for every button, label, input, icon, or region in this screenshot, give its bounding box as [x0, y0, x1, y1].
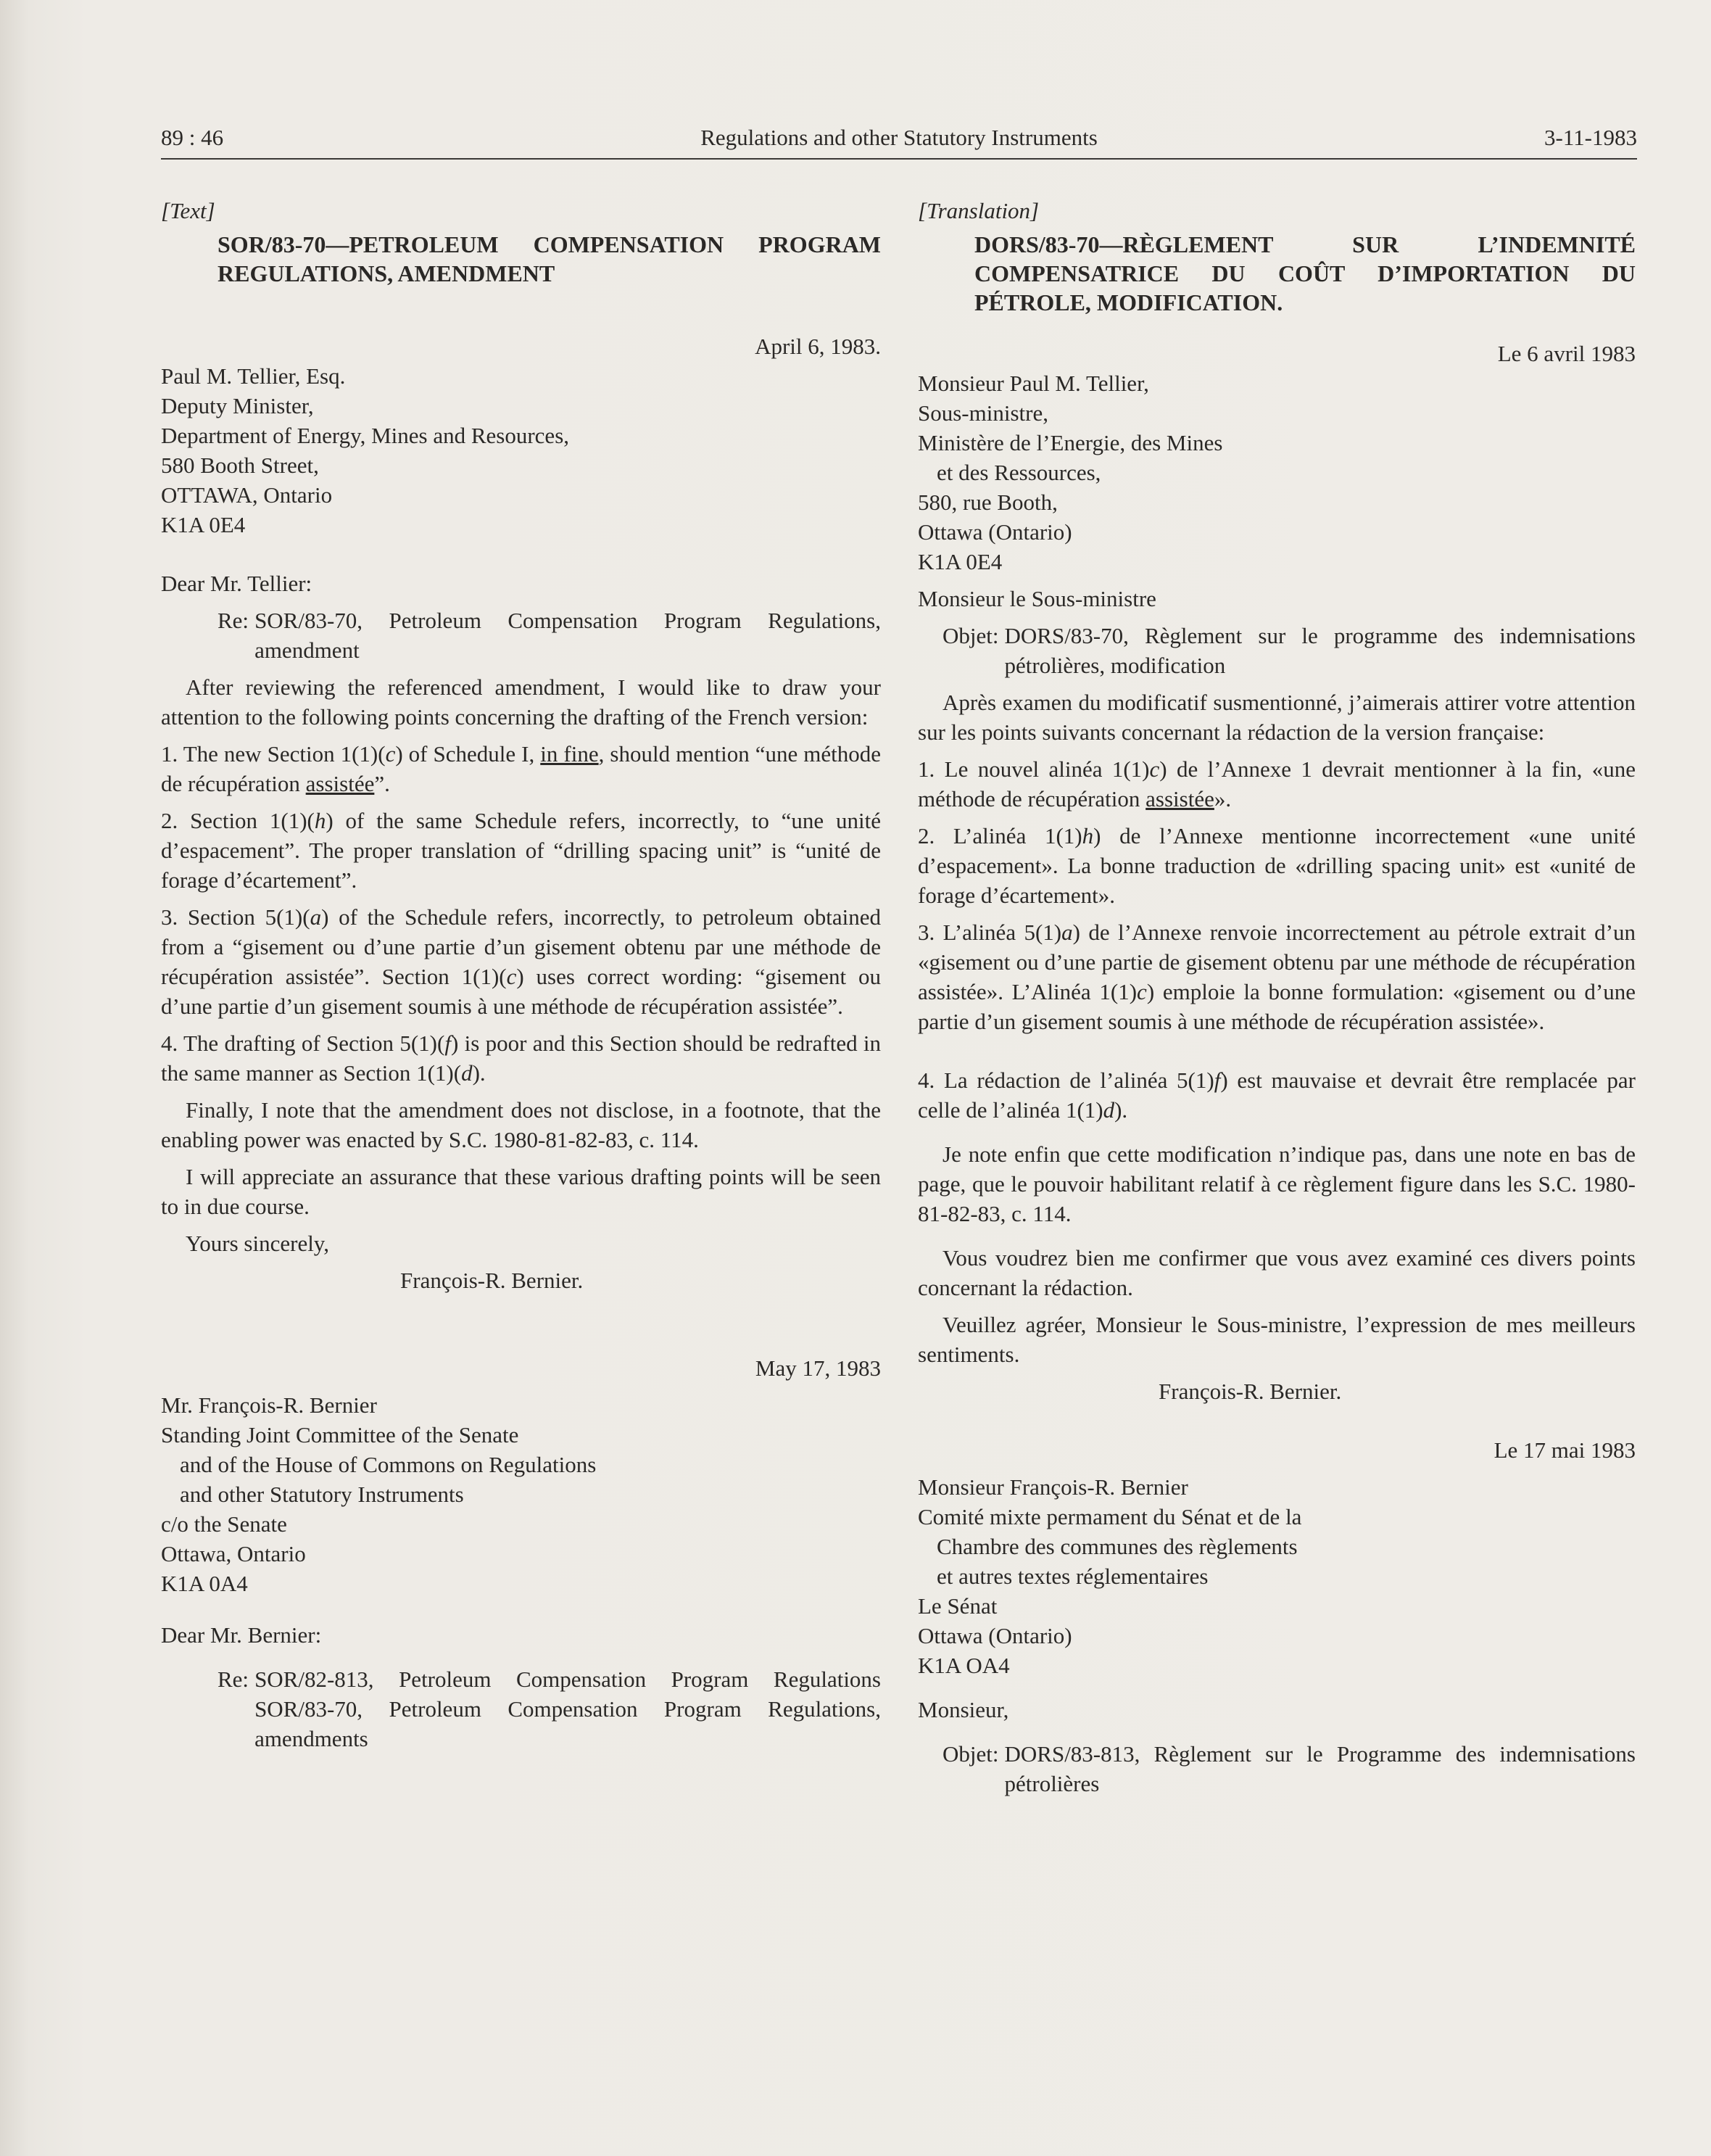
address-line: K1A OA4	[918, 1653, 1010, 1678]
address-line: Comité mixte permament du Sénat et de la	[918, 1504, 1302, 1529]
recipient-address	[918, 368, 1636, 577]
address-line: Le Sénat	[918, 1593, 998, 1619]
point-2: 2. L’alinéa 1(1)h) de l’Annexe mentionne incorrectement «une unité d’espacement». La bonne traduction de «drilling spacing unit» est «unité de forage d’écartement».	[918, 823, 1636, 908]
address-line: OTTAWA, Ontario	[161, 482, 333, 508]
translation-tag: [Translation]	[918, 198, 1040, 223]
closing: Veuillez agréer, Monsieur le Sous-ministre, l’expression de mes meilleurs sentiments.	[918, 1312, 1636, 1367]
finally-paragraph: Finally, I note that the amendment does not disclose, in a footnote, that the enabling power was enacted by S.C. 1980-81-82-83, c. 114.	[161, 1097, 881, 1152]
intro-paragraph: Après examen du modificatif susmentionné, j’aimerais attirer votre attention sur les points suivants concernant la rédaction de la version française:	[918, 690, 1636, 745]
address-line: Monsieur Paul M. Tellier,	[918, 371, 1149, 396]
letter-date: Le 6 avril 1983	[1497, 341, 1636, 366]
point-1: 1. Le nouvel alinéa 1(1)c) de l’Annexe 1 devrait mentionner à la fin, «une méthode de récupération assistée».	[918, 756, 1636, 811]
letter-date: Le 17 mai 1983	[1494, 1437, 1636, 1463]
address-line: K1A 0E4	[918, 549, 1003, 574]
recipient-address	[161, 1390, 881, 1598]
point-3: 3. L’alinéa 5(1)a) de l’Annexe renvoie incorrectement au pétrole extrait d’un «gisement ou d’une partie de gisement obtenu par une méthode de récupération assistée». L’Alinéa 1(1)c) emploie la bonne formulation: «gisement ou d’une partie d’un gisement soumis à une méthode de récupération assistée».	[918, 920, 1636, 1034]
address-line: Sous-ministre,	[918, 400, 1048, 426]
signature: François-R. Bernier.	[400, 1268, 584, 1293]
closing: Yours sincerely,	[186, 1231, 330, 1256]
subject-label: Re:	[218, 1666, 249, 1692]
address-line: Ottawa, Ontario	[161, 1541, 306, 1566]
address-line: Standing Joint Committee of the Senate	[161, 1422, 519, 1447]
address-line: K1A 0E4	[161, 512, 246, 537]
address-line: Monsieur François-R. Bernier	[918, 1474, 1188, 1500]
subject-text: DORS/83-813, Règlement sur le Programme des indemnisations pétrolières	[1004, 1741, 1636, 1796]
address-line: Department of Energy, Mines and Resources,	[161, 423, 570, 448]
salutation: Dear Mr. Bernier:	[161, 1622, 322, 1648]
address-line: 580 Booth Street,	[161, 453, 319, 478]
letter-date: April 6, 1983.	[755, 334, 881, 359]
finally-paragraph: Je note enfin que cette modification n’indique pas, dans une note en bas de page, que le pouvoir habilitant relatif à ce règlement figure dans les S.C. 1980-81-82-83, c. 114.	[918, 1141, 1636, 1226]
recipient-address	[161, 361, 881, 540]
letter-date: May 17, 1983	[755, 1355, 881, 1381]
point-1: 1. The new Section 1(1)(c) of Schedule I, in fine, should mention “une méthode de récupération assistée”.	[161, 741, 881, 796]
address-line: Ottawa (Ontario)	[918, 519, 1072, 545]
page-number: 89 : 46	[161, 125, 224, 150]
point-3: 3. Section 5(1)(a) of the Schedule refers, incorrectly, to petroleum obtained from a “gisement ou d’une partie d’un gisement obtenu par une méthode de récupération assistée”. Section 1(1)(c) uses correct wording: “gisement ou d’une partie d’un gisement soumis à une méthode de récupération assistée”.	[161, 904, 881, 1019]
subject-line	[218, 606, 881, 665]
salutation: Monsieur le Sous-ministre	[918, 586, 1156, 611]
address-line: 580, rue Booth,	[918, 490, 1058, 515]
french-column	[918, 196, 1636, 1798]
address-line: et des Ressources,	[937, 460, 1101, 485]
subject-text: DORS/83-70, Règlement sur le programme des indemnisations pétrolières, modification	[1004, 623, 1636, 678]
point-4: 4. The drafting of Section 5(1)(f) is poor and this Section should be redrafted in the same manner as Section 1(1)(d).	[161, 1030, 881, 1086]
recipient-address	[918, 1472, 1636, 1680]
text-tag: [Text]	[161, 198, 215, 223]
address-line: and other Statutory Instruments	[180, 1482, 464, 1507]
header-rule	[161, 158, 1637, 160]
address-line: Ministère de l’Energie, des Mines	[918, 430, 1223, 455]
address-line: Ottawa (Ontario)	[918, 1623, 1072, 1648]
address-line: K1A 0A4	[161, 1571, 248, 1596]
appreciate-paragraph: I will appreciate an assurance that these various drafting points will be seen to in due course.	[161, 1164, 881, 1219]
salutation: Dear Mr. Tellier:	[161, 571, 312, 596]
intro-paragraph: After reviewing the referenced amendment, I would like to draw your attention to the following points concerning the drafting of the French version:	[161, 674, 881, 730]
address-line: et autres textes réglementaires	[937, 1564, 1209, 1589]
salutation: Monsieur,	[918, 1697, 1009, 1722]
english-column	[161, 196, 881, 1754]
address-line: Chambre des communes des règlements	[937, 1534, 1298, 1559]
header-date: 3-11-1983	[1544, 125, 1637, 150]
section-heading: SOR/83-70—PETROLEUM COMPENSATION PROGRAM REGULATIONS, AMENDMENT	[218, 231, 881, 286]
address-line: c/o the Senate	[161, 1511, 287, 1537]
point-4: 4. La rédaction de l’alinéa 5(1)f) est mauvaise et devrait être remplacée par celle de l’alinéa 1(1)d).	[918, 1067, 1636, 1123]
running-title: Regulations and other Statutory Instruments	[700, 125, 1098, 150]
page-header	[161, 125, 1637, 160]
signature: François-R. Bernier.	[1159, 1379, 1342, 1404]
address-line: Deputy Minister,	[161, 393, 314, 418]
subject-line	[942, 1739, 1636, 1798]
address-line: Paul M. Tellier, Esq.	[161, 363, 346, 389]
subject-line	[218, 1664, 881, 1754]
subject-line	[942, 621, 1636, 680]
appreciate-paragraph: Vous voudrez bien me confirmer que vous avez examiné ces divers points concernant la rédaction.	[918, 1245, 1636, 1300]
subject-text: SOR/83-70, Petroleum Compensation Program Regulations, amendment	[254, 608, 881, 663]
subject-label: Objet:	[942, 623, 999, 648]
address-line: and of the House of Commons on Regulations	[180, 1452, 597, 1477]
address-line: Mr. François-R. Bernier	[161, 1392, 377, 1418]
subject-text: SOR/82-813, Petroleum Compensation Program Regulations SOR/83-70, Petroleum Compensation Program Regulations, amendments	[254, 1666, 881, 1751]
subject-label: Re:	[218, 608, 249, 633]
subject-label: Objet:	[942, 1741, 999, 1767]
section-heading: DORS/83-70—RÈGLEMENT SUR L’INDEMNITÉ COMPENSATRICE DU COÛT D’IMPORTATION DU PÉTROLE, MODIFICATION.	[974, 231, 1636, 315]
point-2: 2. Section 1(1)(h) of the same Schedule refers, incorrectly, to “une unité d’espacement”. The proper translation of “drilling spacing unit” is “unité de forage d’écartement”.	[161, 808, 881, 893]
